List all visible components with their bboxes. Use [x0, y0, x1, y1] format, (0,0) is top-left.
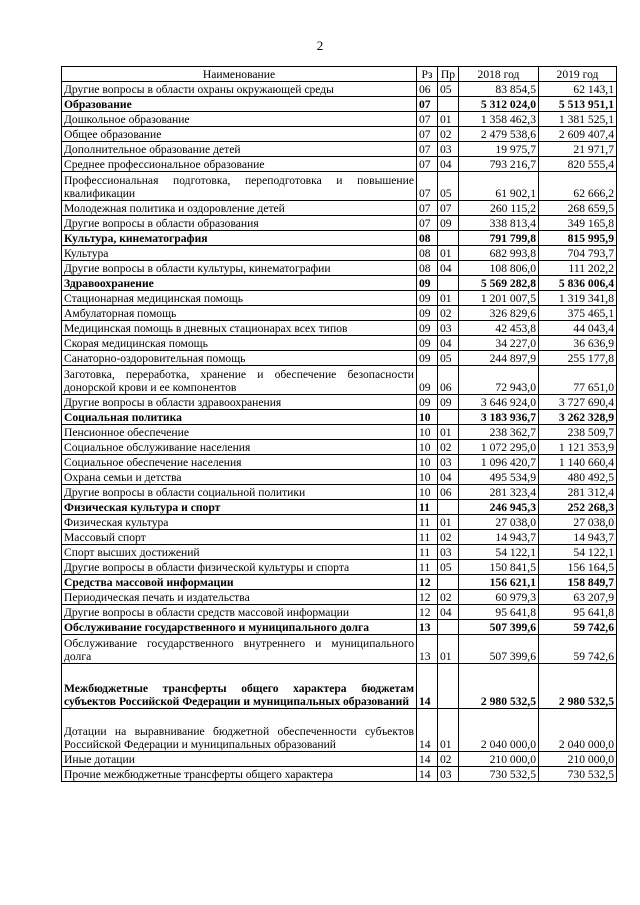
- name-cell: Спорт высших достижений: [62, 545, 417, 560]
- value-2019-cell: 1 140 660,4: [539, 455, 617, 470]
- table-row: [62, 366, 617, 395]
- value-2018-cell: 1 358 462,3: [459, 112, 539, 127]
- rz-cell: 07: [417, 127, 438, 142]
- value-2019-cell: 62 666,2: [539, 172, 617, 201]
- value-2019-cell: 44 043,4: [539, 321, 617, 336]
- section-total-row: [62, 575, 617, 590]
- name-cell: Другие вопросы в области средств массовой информации: [62, 605, 417, 620]
- name-cell: Социальное обслуживание населения: [62, 440, 417, 455]
- pr-cell: 03: [438, 767, 459, 782]
- value-2019-cell: 5 836 006,4: [539, 276, 617, 291]
- name-cell: Физическая культура и спорт: [62, 500, 417, 515]
- value-2018-cell: 34 227,0: [459, 336, 539, 351]
- table-row: [62, 752, 617, 767]
- name-cell: Культура, кинематография: [62, 231, 417, 246]
- name-cell: Пенсионное обеспечение: [62, 425, 417, 440]
- rz-cell: 14: [417, 664, 438, 709]
- value-2018-cell: 108 806,0: [459, 261, 539, 276]
- pr-cell: 05: [438, 351, 459, 366]
- pr-cell: 05: [438, 172, 459, 201]
- name-cell: Амбулаторная помощь: [62, 306, 417, 321]
- value-2018-cell: 210 000,0: [459, 752, 539, 767]
- pr-cell: 04: [438, 261, 459, 276]
- name-cell: Охрана семьи и детства: [62, 470, 417, 485]
- value-2018-cell: 5 569 282,8: [459, 276, 539, 291]
- value-2019-cell: 730 532,5: [539, 767, 617, 782]
- value-2019-cell: 268 659,5: [539, 201, 617, 216]
- table-row: [62, 321, 617, 336]
- table-row: [62, 455, 617, 470]
- rz-cell: 11: [417, 560, 438, 575]
- section-total-row: [62, 410, 617, 425]
- pr-cell: 04: [438, 157, 459, 172]
- header-pr: Пр: [438, 67, 459, 82]
- pr-cell: 03: [438, 545, 459, 560]
- name-cell: Межбюджетные трансферты общего характера бюджетам субъектов Российской Федерации и муниципальных образований: [62, 664, 417, 709]
- value-2019-cell: 375 465,1: [539, 306, 617, 321]
- table-row: [62, 605, 617, 620]
- value-2018-cell: 495 534,9: [459, 470, 539, 485]
- rz-cell: 08: [417, 261, 438, 276]
- name-cell: Другие вопросы в области образования: [62, 216, 417, 231]
- table-row: [62, 709, 617, 752]
- value-2018-cell: 72 943,0: [459, 366, 539, 395]
- table-row: [62, 216, 617, 231]
- pr-cell: [438, 500, 459, 515]
- value-2019-cell: 255 177,8: [539, 351, 617, 366]
- name-cell: Молодежная политика и оздоровление детей: [62, 201, 417, 216]
- rz-cell: 10: [417, 410, 438, 425]
- value-2019-cell: 21 971,7: [539, 142, 617, 157]
- name-cell: Другие вопросы в области охраны окружающей среды: [62, 82, 417, 97]
- pr-cell: [438, 664, 459, 709]
- name-cell: Культура: [62, 246, 417, 261]
- rz-cell: 10: [417, 470, 438, 485]
- table-row: [62, 635, 617, 664]
- value-2019-cell: 2 980 532,5: [539, 664, 617, 709]
- section-total-row: [62, 500, 617, 515]
- name-cell: Дотации на выравнивание бюджетной обеспеченности субъектов Российской Федерации и муниципальных образований: [62, 709, 417, 752]
- name-cell: Средства массовой информации: [62, 575, 417, 590]
- value-2019-cell: 252 268,3: [539, 500, 617, 515]
- table-row: [62, 112, 617, 127]
- value-2018-cell: 83 854,5: [459, 82, 539, 97]
- rz-cell: 12: [417, 605, 438, 620]
- value-2019-cell: 3 727 690,4: [539, 395, 617, 410]
- value-2018-cell: 246 945,3: [459, 500, 539, 515]
- name-cell: Медицинская помощь в дневных стационарах всех типов: [62, 321, 417, 336]
- value-2018-cell: 244 897,9: [459, 351, 539, 366]
- name-cell: Дошкольное образование: [62, 112, 417, 127]
- rz-cell: 08: [417, 246, 438, 261]
- rz-cell: 07: [417, 216, 438, 231]
- rz-cell: 14: [417, 767, 438, 782]
- name-cell: Общее образование: [62, 127, 417, 142]
- name-cell: Санаторно-оздоровительная помощь: [62, 351, 417, 366]
- pr-cell: [438, 410, 459, 425]
- name-cell: Прочие межбюджетные трансферты общего характера: [62, 767, 417, 782]
- rz-cell: 07: [417, 142, 438, 157]
- value-2018-cell: 507 399,6: [459, 620, 539, 635]
- value-2019-cell: 111 202,2: [539, 261, 617, 276]
- value-2018-cell: 5 312 024,0: [459, 97, 539, 112]
- table-row: [62, 336, 617, 351]
- table-row: [62, 201, 617, 216]
- pr-cell: 06: [438, 366, 459, 395]
- table-row: [62, 530, 617, 545]
- rz-cell: 09: [417, 366, 438, 395]
- section-total-row: [62, 276, 617, 291]
- rz-cell: 14: [417, 709, 438, 752]
- name-cell: Обслуживание государственного и муниципального долга: [62, 620, 417, 635]
- value-2019-cell: 1 319 341,8: [539, 291, 617, 306]
- value-2019-cell: 815 995,9: [539, 231, 617, 246]
- rz-cell: 13: [417, 620, 438, 635]
- table-row: [62, 425, 617, 440]
- rz-cell: 14: [417, 752, 438, 767]
- table-row: [62, 590, 617, 605]
- rz-cell: 12: [417, 590, 438, 605]
- table-row: [62, 172, 617, 201]
- name-cell: Скорая медицинская помощь: [62, 336, 417, 351]
- value-2018-cell: 42 453,8: [459, 321, 539, 336]
- table-row: [62, 246, 617, 261]
- name-cell: Массовый спорт: [62, 530, 417, 545]
- value-2019-cell: 1 121 353,9: [539, 440, 617, 455]
- pr-cell: 06: [438, 485, 459, 500]
- value-2018-cell: 1 201 007,5: [459, 291, 539, 306]
- header-2019: 2019 год: [539, 67, 617, 82]
- pr-cell: 09: [438, 395, 459, 410]
- value-2019-cell: 14 943,7: [539, 530, 617, 545]
- rz-cell: 07: [417, 201, 438, 216]
- value-2019-cell: 820 555,4: [539, 157, 617, 172]
- pr-cell: 02: [438, 306, 459, 321]
- pr-cell: 02: [438, 530, 459, 545]
- value-2019-cell: 36 636,9: [539, 336, 617, 351]
- table-row: [62, 157, 617, 172]
- name-cell: Периодическая печать и издательства: [62, 590, 417, 605]
- pr-cell: 09: [438, 216, 459, 231]
- section-total-row: [62, 620, 617, 635]
- rz-cell: 07: [417, 112, 438, 127]
- name-cell: Физическая культура: [62, 515, 417, 530]
- value-2018-cell: 60 979,3: [459, 590, 539, 605]
- value-2018-cell: 791 799,8: [459, 231, 539, 246]
- table-row: [62, 127, 617, 142]
- table-row: [62, 515, 617, 530]
- value-2018-cell: 150 841,5: [459, 560, 539, 575]
- rz-cell: 12: [417, 575, 438, 590]
- rz-cell: 09: [417, 306, 438, 321]
- value-2018-cell: 260 115,2: [459, 201, 539, 216]
- value-2019-cell: 1 381 525,1: [539, 112, 617, 127]
- table-header-row: [62, 67, 617, 82]
- value-2019-cell: 3 262 328,9: [539, 410, 617, 425]
- pr-cell: [438, 276, 459, 291]
- value-2019-cell: 95 641,8: [539, 605, 617, 620]
- pr-cell: 02: [438, 440, 459, 455]
- value-2019-cell: 281 312,4: [539, 485, 617, 500]
- name-cell: Заготовка, переработка, хранение и обеспечение безопасности донорской крови и ее компонентов: [62, 366, 417, 395]
- page-number: 2: [316, 38, 324, 53]
- value-2019-cell: 238 509,7: [539, 425, 617, 440]
- table-row: [62, 560, 617, 575]
- value-2018-cell: 2 479 538,6: [459, 127, 539, 142]
- rz-cell: 10: [417, 425, 438, 440]
- table-row: [62, 440, 617, 455]
- value-2019-cell: 62 143,1: [539, 82, 617, 97]
- rz-cell: 13: [417, 635, 438, 664]
- budget-table: [61, 66, 617, 782]
- value-2018-cell: 156 621,1: [459, 575, 539, 590]
- value-2019-cell: 349 165,8: [539, 216, 617, 231]
- value-2019-cell: 27 038,0: [539, 515, 617, 530]
- value-2018-cell: 281 323,4: [459, 485, 539, 500]
- pr-cell: 01: [438, 112, 459, 127]
- rz-cell: 09: [417, 395, 438, 410]
- rz-cell: 11: [417, 530, 438, 545]
- value-2018-cell: 27 038,0: [459, 515, 539, 530]
- value-2018-cell: 338 813,4: [459, 216, 539, 231]
- value-2018-cell: 730 532,5: [459, 767, 539, 782]
- value-2018-cell: 3 646 924,0: [459, 395, 539, 410]
- header-name: Наименование: [62, 67, 417, 82]
- rz-cell: 10: [417, 440, 438, 455]
- rz-cell: 09: [417, 291, 438, 306]
- table-row: [62, 291, 617, 306]
- value-2018-cell: 3 183 936,7: [459, 410, 539, 425]
- pr-cell: 01: [438, 515, 459, 530]
- header-rz: Рз: [417, 67, 438, 82]
- pr-cell: 04: [438, 470, 459, 485]
- table-row: [62, 395, 617, 410]
- name-cell: Другие вопросы в области здравоохранения: [62, 395, 417, 410]
- value-2019-cell: 59 742,6: [539, 620, 617, 635]
- name-cell: Дополнительное образование детей: [62, 142, 417, 157]
- rz-cell: 11: [417, 515, 438, 530]
- pr-cell: 01: [438, 246, 459, 261]
- pr-cell: [438, 97, 459, 112]
- value-2019-cell: 54 122,1: [539, 545, 617, 560]
- name-cell: Образование: [62, 97, 417, 112]
- table-row: [62, 485, 617, 500]
- name-cell: Социальное обеспечение населения: [62, 455, 417, 470]
- pr-cell: [438, 575, 459, 590]
- rz-cell: 11: [417, 500, 438, 515]
- table-row: [62, 351, 617, 366]
- table-row: [62, 306, 617, 321]
- value-2019-cell: 59 742,6: [539, 635, 617, 664]
- table-row: [62, 767, 617, 782]
- value-2019-cell: 480 492,5: [539, 470, 617, 485]
- rz-cell: 09: [417, 336, 438, 351]
- name-cell: Иные дотации: [62, 752, 417, 767]
- value-2018-cell: 793 216,7: [459, 157, 539, 172]
- pr-cell: [438, 620, 459, 635]
- rz-cell: 09: [417, 276, 438, 291]
- pr-cell: 03: [438, 455, 459, 470]
- value-2018-cell: 1 072 295,0: [459, 440, 539, 455]
- name-cell: Стационарная медицинская помощь: [62, 291, 417, 306]
- value-2018-cell: 1 096 420,7: [459, 455, 539, 470]
- value-2018-cell: 2 040 000,0: [459, 709, 539, 752]
- pr-cell: 02: [438, 127, 459, 142]
- pr-cell: 01: [438, 425, 459, 440]
- name-cell: Профессиональная подготовка, переподготовка и повышение квалификации: [62, 172, 417, 201]
- value-2018-cell: 95 641,8: [459, 605, 539, 620]
- value-2019-cell: 704 793,7: [539, 246, 617, 261]
- value-2018-cell: 54 122,1: [459, 545, 539, 560]
- pr-cell: 07: [438, 201, 459, 216]
- name-cell: Социальная политика: [62, 410, 417, 425]
- pr-cell: 04: [438, 336, 459, 351]
- pr-cell: 03: [438, 142, 459, 157]
- rz-cell: 08: [417, 231, 438, 246]
- pr-cell: 05: [438, 82, 459, 97]
- name-cell: Обслуживание государственного внутреннего и муниципального долга: [62, 635, 417, 664]
- rz-cell: 09: [417, 351, 438, 366]
- rz-cell: 10: [417, 455, 438, 470]
- name-cell: Другие вопросы в области физической культуры и спорта: [62, 560, 417, 575]
- pr-cell: 01: [438, 709, 459, 752]
- pr-cell: 01: [438, 291, 459, 306]
- value-2018-cell: 14 943,7: [459, 530, 539, 545]
- rz-cell: 06: [417, 82, 438, 97]
- pr-cell: 02: [438, 752, 459, 767]
- rz-cell: 07: [417, 157, 438, 172]
- value-2018-cell: 61 902,1: [459, 172, 539, 201]
- header-2018: 2018 год: [459, 67, 539, 82]
- pr-cell: 01: [438, 635, 459, 664]
- name-cell: Среднее профессиональное образование: [62, 157, 417, 172]
- rz-cell: 09: [417, 321, 438, 336]
- value-2018-cell: 326 829,6: [459, 306, 539, 321]
- value-2019-cell: 2 609 407,4: [539, 127, 617, 142]
- value-2019-cell: 156 164,5: [539, 560, 617, 575]
- rz-cell: 07: [417, 172, 438, 201]
- pr-cell: 05: [438, 560, 459, 575]
- value-2019-cell: 63 207,9: [539, 590, 617, 605]
- pr-cell: 04: [438, 605, 459, 620]
- rz-cell: 11: [417, 545, 438, 560]
- section-total-row: [62, 97, 617, 112]
- value-2018-cell: 238 362,7: [459, 425, 539, 440]
- value-2018-cell: 682 993,8: [459, 246, 539, 261]
- pr-cell: 02: [438, 590, 459, 605]
- rz-cell: 07: [417, 97, 438, 112]
- value-2018-cell: 507 399,6: [459, 635, 539, 664]
- pr-cell: [438, 231, 459, 246]
- table-row: [62, 470, 617, 485]
- table-row: [62, 261, 617, 276]
- table-row: [62, 142, 617, 157]
- rz-cell: 10: [417, 485, 438, 500]
- pr-cell: 03: [438, 321, 459, 336]
- name-cell: Другие вопросы в области культуры, кинематографии: [62, 261, 417, 276]
- value-2019-cell: 77 651,0: [539, 366, 617, 395]
- value-2018-cell: 19 975,7: [459, 142, 539, 157]
- section-total-row: [62, 664, 617, 709]
- value-2019-cell: 158 849,7: [539, 575, 617, 590]
- section-total-row: [62, 231, 617, 246]
- value-2019-cell: 210 000,0: [539, 752, 617, 767]
- table-row: [62, 82, 617, 97]
- name-cell: Здравоохранение: [62, 276, 417, 291]
- value-2019-cell: 2 040 000,0: [539, 709, 617, 752]
- value-2018-cell: 2 980 532,5: [459, 664, 539, 709]
- name-cell: Другие вопросы в области социальной политики: [62, 485, 417, 500]
- table-row: [62, 545, 617, 560]
- value-2019-cell: 5 513 951,1: [539, 97, 617, 112]
